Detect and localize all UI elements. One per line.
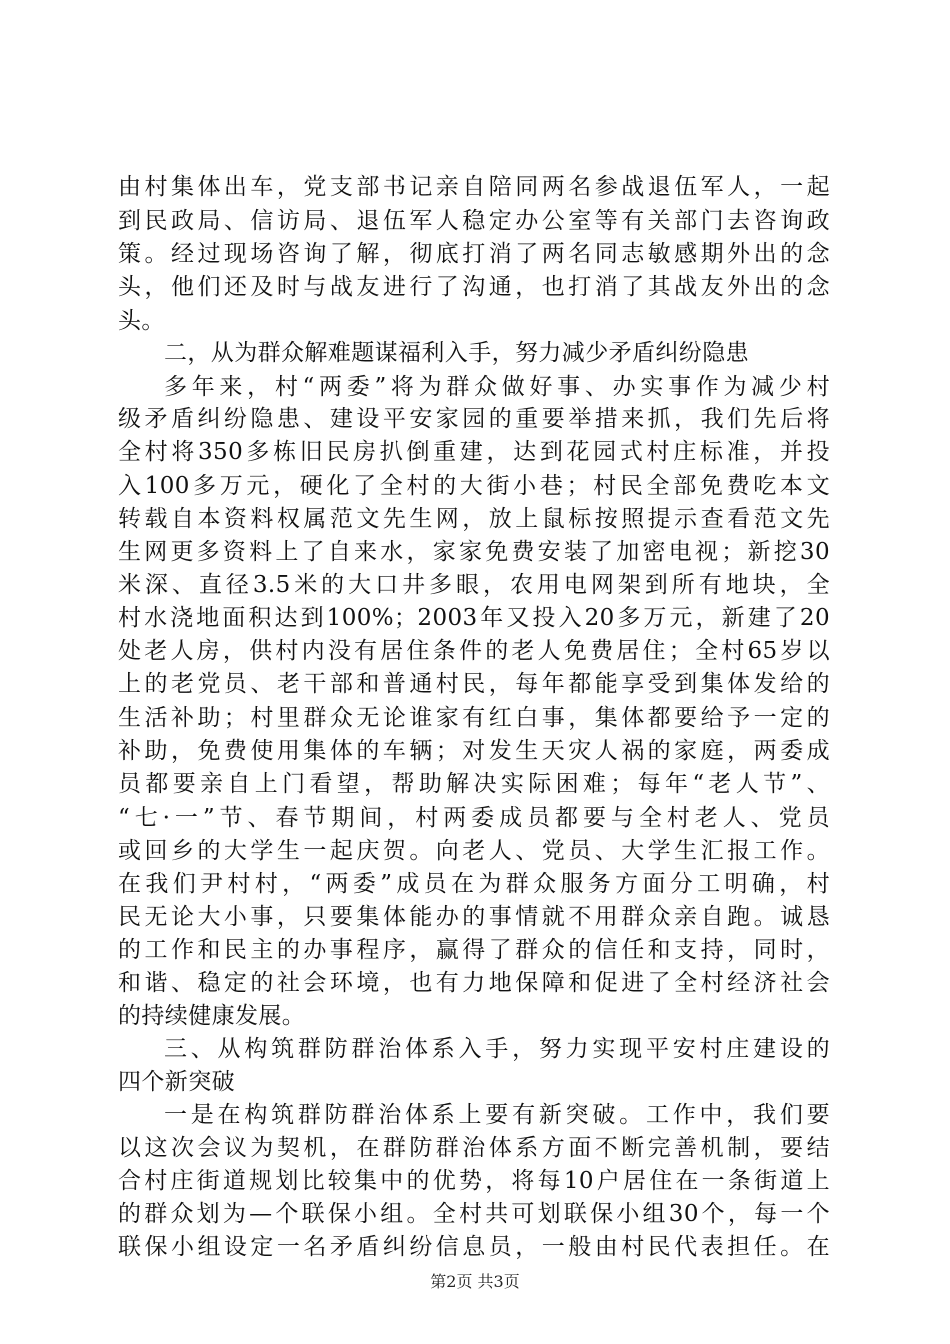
text-line: 头，他们还及时与战友进行了沟通，也打消了其战友外出的念 xyxy=(118,274,830,300)
text-line: 民无论大小事，只要集体能办的事情就不用群众亲自跑。诚恳 xyxy=(118,904,830,930)
text-line: 四个新突破 xyxy=(118,1069,235,1095)
text-line: 补助，免费使用集体的车辆；对发生天灾人祸的家庭，两委成 xyxy=(118,738,830,764)
text-line: 由村集体出车，党支部书记亲自陪同两名参战退伍军人，一起 xyxy=(118,174,830,200)
text-line: 入100多万元，硬化了全村的大街小巷；村民全部免费吃本文 xyxy=(118,473,830,499)
text-line: “七·一”节、春节期间，村两委成员都要与全村老人、党员 xyxy=(118,805,830,831)
text-line: 村水浇地面积达到100%；2003年又投入20多万元，新建了20 xyxy=(118,605,830,631)
text-line: 员都要亲自上门看望，帮助解决实际困难；每年“老人节”、 xyxy=(118,771,830,797)
text-line: 上的老党员、老干部和普通村民，每年都能享受到集体发给的 xyxy=(118,671,830,697)
text-line: 三、从构筑群防群治体系入手，努力实现平安村庄建设的 xyxy=(164,1036,830,1062)
text-line: 生网更多资料上了自来水，家家免费安装了加密电视；新挖30 xyxy=(118,539,830,565)
text-line: 到民政局、信访局、退伍军人稳定办公室等有关部门去咨询政 xyxy=(118,208,830,234)
text-line: 的工作和民主的办事程序，赢得了群众的信任和支持，同时， xyxy=(118,937,830,963)
text-line: 在我们尹村村，“两委”成员在为群众服务方面分工明确，村 xyxy=(118,871,830,897)
page-footer: 第2页 共3页 xyxy=(430,1272,520,1291)
text-line: 级矛盾纠纷隐患、建设平安家园的重要举措来抓，我们先后将 xyxy=(118,406,830,432)
text-line: 一是在构筑群防群治体系上要有新突破。工作中，我们要 xyxy=(164,1102,830,1128)
text-line: 二，从为群众解难题谋福利入手，努力减少矛盾纠纷隐患 xyxy=(164,340,749,366)
text-line: 全村将350多栋旧民房扒倒重建，达到花园式村庄标准，并投 xyxy=(118,439,830,465)
text-line: 头。 xyxy=(118,308,165,334)
text-line: 策。经过现场咨询了解，彻底打消了两名同志敏感期外出的念 xyxy=(118,241,830,267)
text-line: 以这次会议为契机，在群防群治体系方面不断完善机制，要结 xyxy=(118,1135,830,1161)
text-line: 的持续健康发展。 xyxy=(118,1003,306,1029)
text-line: 的群众划为—个联保小组。全村共可划联保小组30个，每一个 xyxy=(118,1201,830,1227)
text-line: 处老人房，供村内没有居住条件的老人免费居住；全村65岁以 xyxy=(118,638,830,664)
text-line: 生活补助；村里群众无论谁家有红白事，集体都要给予一定的 xyxy=(118,705,830,731)
text-line: 转载自本资料权属范文先生网，放上鼠标按照提示查看范文先 xyxy=(118,506,830,532)
text-line: 或回乡的大学生一起庆贺。向老人、党员、大学生汇报工作。 xyxy=(118,838,830,864)
text-line: 米深、直径3.5米的大口井多眼，农用电网架到所有地块，全 xyxy=(118,572,830,598)
text-line: 合村庄街道规划比较集中的优势，将每10户居住在一条街道上 xyxy=(118,1168,830,1194)
text-line: 多年来，村“两委”将为群众做好事、办实事作为减少村 xyxy=(164,374,830,400)
text-line: 和谐、稳定的社会环境，也有力地保障和促进了全村经济社会 xyxy=(118,970,830,996)
text-line: 联保小组设定一名矛盾纠纷信息员，一般由村民代表担任。在 xyxy=(118,1234,830,1260)
